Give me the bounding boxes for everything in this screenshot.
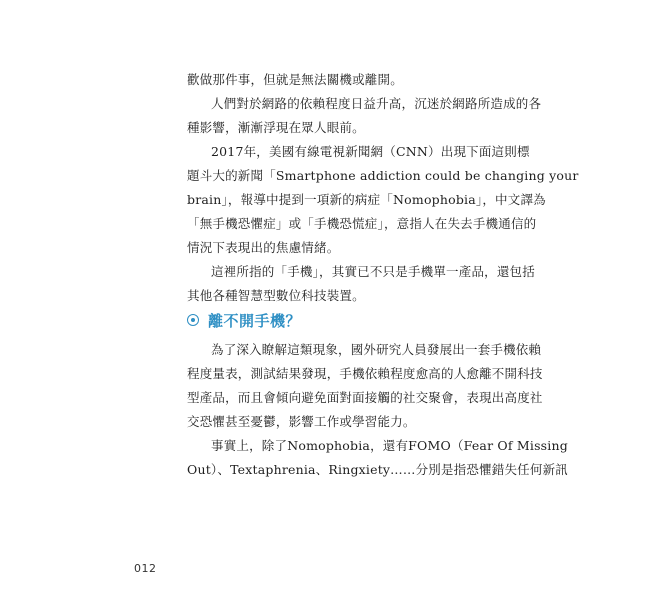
text-line: 這裡所指的「手機」，其實已不只是手機單一產品，還包括	[211, 264, 535, 279]
target-circle-icon	[187, 314, 199, 326]
text-line: 歡做那件事，但就是無法關機或離開。	[187, 72, 403, 87]
text-line: 交恐懼甚至憂鬱，影響工作或學習能力。	[187, 414, 416, 429]
text-line: 其他各種智慧型數位科技裝置。	[187, 288, 365, 303]
text-line: brain」，報導中提到一項新的病症「Nomophobia」，中文譯為	[187, 192, 546, 207]
text-line: 2017年，美國有線電視新聞網（CNN）出現下面這則標	[211, 144, 530, 159]
section-title-suffix: ？	[285, 311, 302, 330]
text-line: Out）、Textaphrenia、Ringxiety……分別是指恐懼錯失任何新訊	[187, 462, 568, 477]
text-line: 「無手機恐懼症」或「手機恐慌症」，意指人在失去手機通信的	[187, 216, 537, 231]
text-line: 型產品，而且會傾向避免面對面接觸的社交聚會，表現出高度社	[187, 390, 543, 405]
section-title	[208, 310, 301, 331]
text-line: 人們對於網路的依賴程度日益升高，沉迷於網路所造成的各	[211, 96, 542, 111]
text-line: 題斗大的新聞「Smartphone addiction could be changing your	[187, 168, 579, 183]
text-line: 為了深入瞭解這類現象，國外研究人員發展出一套手機依賴	[211, 342, 542, 357]
text-line: 程度量表，測試結果發現，手機依賴程度愈高的人愈離不開科技	[187, 366, 543, 381]
text-line: 種影響，漸漸浮現在眾人眼前。	[187, 120, 365, 135]
text-line: 情況下表現出的焦慮情緒。	[187, 240, 340, 255]
body-text-bottom	[187, 338, 568, 482]
section-title-text: 離不開手機	[208, 311, 286, 330]
body-text-top	[187, 68, 579, 308]
text-line: 事實上，除了Nomophobia，還有FOMO（Fear Of Missing	[211, 438, 568, 453]
page-number: 012	[134, 562, 157, 575]
section-heading	[187, 307, 301, 333]
